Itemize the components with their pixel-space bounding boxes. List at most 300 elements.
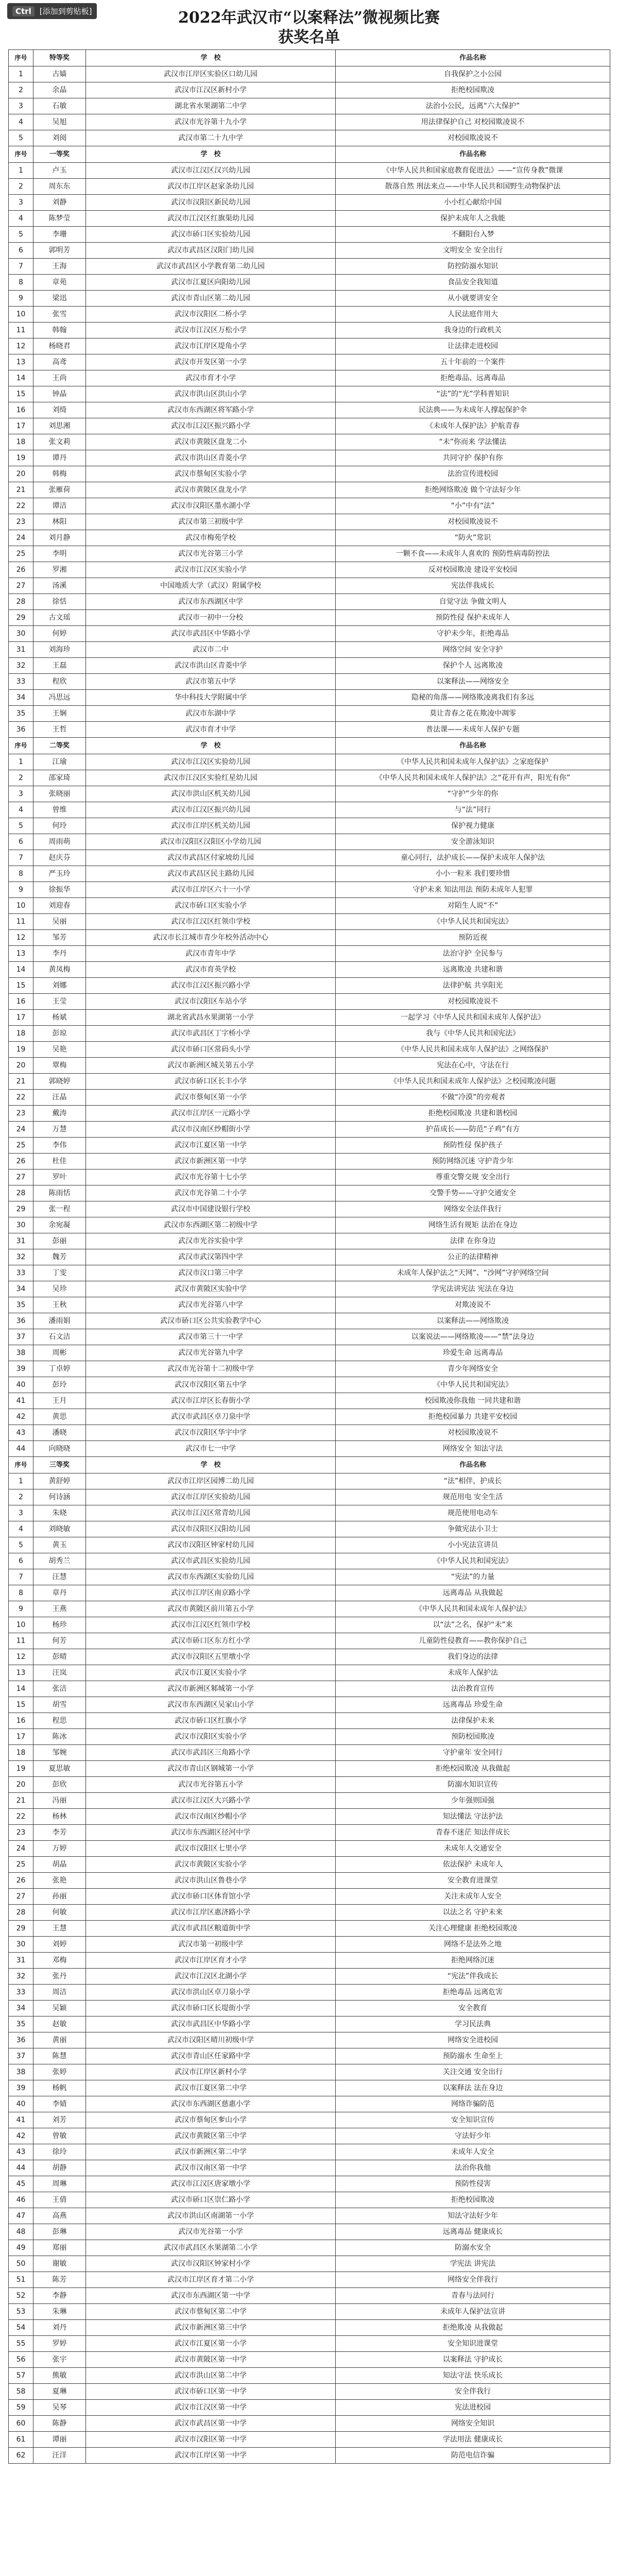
row-title: 以案释法——网络欺凌 [336,1313,610,1329]
row-name: 曾维 [33,802,86,818]
row-school: 武汉市东西湖区慈惠小学 [86,2096,336,2112]
row-title: 守护未来 知法用法 预防未成年人犯罪 [336,882,610,898]
row-school: 武汉市江岸区新村小学 [86,2064,336,2080]
table-row [9,402,610,418]
row-title: 儿童防性侵教育——教你保护自己 [336,1633,610,1649]
row-school: 武汉市汉阳区车站小学 [86,994,336,1010]
table-row [9,2400,610,2416]
row-school: 武汉市第三十一中学 [86,1329,336,1345]
row-seq: 48 [9,2224,33,2240]
row-name: 熊敏 [33,2368,86,2384]
row-name: 汪慧 [33,1569,86,1585]
row-name: 曾敏 [33,2128,86,2144]
row-school: 武汉市江汉区振兴幼儿园 [86,802,336,818]
table-row [9,1313,610,1329]
row-name: 谭丹 [33,450,86,466]
row-title: 保护个人 远离欺凌 [336,658,610,674]
row-seq: 20 [9,466,33,482]
table-row [9,1377,610,1393]
row-school: 武汉市光谷第二十小学 [86,1185,336,1201]
row-school: 武汉市江岸区惠济路小学 [86,1905,336,1921]
row-school: 武汉市第二十九中学 [86,130,336,146]
row-title: 拒绝欺凌 从我做起 [336,2320,610,2336]
table-row [9,1697,610,1713]
row-school: 武汉市新洲区邾城第一小学 [86,1681,336,1697]
row-school: 武汉市汉阳区钟家村幼儿园 [86,1537,336,1553]
row-seq: 15 [9,386,33,402]
row-school: 武汉市第三初级中学 [86,514,336,530]
row-school: 武汉市江岸区实验幼儿园 [86,1489,336,1505]
table-row [9,1154,610,1170]
row-school: 武汉市江汉区红领巾学校 [86,914,336,930]
row-school: 武汉市武汉第四中学 [86,1249,336,1265]
row-name: 刘绮 [33,402,86,418]
row-seq: 13 [9,354,33,370]
table-row [9,514,610,530]
row-name: 陈冰 [33,1729,86,1745]
table-row [9,2208,610,2224]
row-school: 武汉市汉南区第一中学 [86,2160,336,2176]
table-row [9,418,610,434]
row-name: 刘阅 [33,130,86,146]
row-title: 少年强则国强 [336,1793,610,1809]
row-name: 高燕 [33,2208,86,2224]
section-header-row [9,738,610,754]
table-row [9,2416,610,2432]
table-row [9,1090,610,1106]
table-row [9,2224,610,2240]
row-seq: 50 [9,2256,33,2272]
row-name: 张文莉 [33,434,86,450]
row-seq: 22 [9,498,33,514]
row-name: 彭欣 [33,1777,86,1793]
row-title: 防溺水知识宣传 [336,1777,610,1793]
row-name: 罗婷 [33,2336,86,2352]
row-name: 刘娜 [33,978,86,994]
row-name: 朱琳 [33,2304,86,2320]
row-seq: 28 [9,1905,33,1921]
row-seq: 19 [9,1042,33,1058]
row-school: 武汉市光谷第五小学 [86,1777,336,1793]
row-name: 王慧 [33,1921,86,1937]
row-seq: 2 [9,82,33,98]
table-row [9,386,610,402]
row-seq: 1 [9,1473,33,1489]
row-name: 严玉玲 [33,866,86,882]
row-seq: 40 [9,2096,33,2112]
row-title: 安全伴我行 [336,2384,610,2400]
row-name: 章丹 [33,1585,86,1601]
row-name: 杜佳 [33,1154,86,1170]
row-school: 武汉市青山区第二幼儿园 [86,291,336,307]
row-seq: 26 [9,1154,33,1170]
row-name: 徐振华 [33,882,86,898]
row-name: 王海 [33,259,86,275]
row-school: 武汉市二中 [86,642,336,658]
row-name: 李明 [33,546,86,562]
row-school: 武汉市光谷第九中学 [86,1345,336,1361]
table-row [9,1633,610,1649]
row-seq: 39 [9,1361,33,1377]
row-name: 余宛凝 [33,1217,86,1233]
row-seq: 12 [9,930,33,946]
row-seq: 6 [9,834,33,850]
table-row [9,498,610,514]
row-name: 彭丽 [33,1233,86,1249]
row-school: 武汉市青山区任家路中学 [86,2048,336,2064]
row-school: 武汉市汉阳区汉阳幼儿园 [86,1521,336,1537]
row-title: 法治教育宣传 [336,1681,610,1697]
row-school: 武汉市梅苑学校 [86,530,336,546]
table-row [9,466,610,482]
row-title: 对校园欺凌说不 [336,514,610,530]
row-title: 法律保护未来 [336,1713,610,1729]
row-seq: 23 [9,1106,33,1122]
row-title: 对欺凌说不 [336,1297,610,1313]
row-name: 周琳 [33,2176,86,2192]
row-seq: 14 [9,1681,33,1697]
column-header-title: 作品名称 [336,738,610,754]
row-school: 武汉市东西湖区中学 [86,594,336,610]
row-seq: 35 [9,2016,33,2032]
row-school: 武汉市武昌区中华路小学 [86,626,336,642]
row-title: 以案释法 守护成长 [336,2352,610,2368]
row-title: 法律护航 共享阳光 [336,978,610,994]
row-seq: 14 [9,370,33,386]
table-row [9,1281,610,1297]
column-header-school: 学 校 [86,146,336,163]
row-seq: 31 [9,642,33,658]
table-row [9,2288,610,2304]
table-row [9,1026,610,1042]
table-row [9,482,610,498]
row-school: 武汉市硚口区东方红小学 [86,1633,336,1649]
row-school: 武汉市汉阳区二桥小学 [86,307,336,323]
row-title: 规范用电 安全生活 [336,1489,610,1505]
row-seq: 34 [9,690,33,706]
table-row [9,962,610,978]
row-name: 丁雯 [33,1265,86,1281]
row-title: 预防溺水 生命至上 [336,2048,610,2064]
row-name: 张宇 [33,2352,86,2368]
chip-key-label: Ctrl [12,6,35,16]
row-seq: 13 [9,1665,33,1681]
row-name: 李丹 [33,946,86,962]
row-name: 何婷 [33,626,86,642]
row-school: 武汉市东湖中学 [86,706,336,722]
table-row [9,354,610,370]
row-name: 黄玉 [33,1537,86,1553]
row-title: 从小就要讲安全 [336,291,610,307]
table-row [9,1393,610,1409]
row-school: 武汉市中国建设银行学校 [86,1201,336,1217]
row-seq: 36 [9,722,33,738]
row-school: 武汉市江岸区园博二幼儿园 [86,1473,336,1489]
row-name: 李珊 [33,227,86,243]
row-title: 网络安全伴我行 [336,2272,610,2288]
row-name: 张艳 [33,1873,86,1889]
row-school: 武汉市江夏区实验小学 [86,1665,336,1681]
row-school: 武汉市长江城市青少年校外活动中心 [86,930,336,946]
row-title: 预防性侵 保护未成年人 [336,610,610,626]
section-header-row [9,50,610,66]
table-row [9,1713,610,1729]
row-name: 黄凤梅 [33,962,86,978]
row-name: 魏芳 [33,1249,86,1265]
row-seq: 25 [9,1138,33,1154]
row-seq: 22 [9,1090,33,1106]
table-row [9,1201,610,1217]
row-name: 冯思远 [33,690,86,706]
row-name: 林阳 [33,514,86,530]
row-title: 不翻阳台入梦 [336,227,610,243]
row-school: 武汉市江汉区振兴路小学 [86,978,336,994]
row-title: 网络安全知识 [336,2416,610,2432]
row-title: 宪法在心中，守法在行 [336,1058,610,1074]
table-row [9,1345,610,1361]
row-title: 《中华人民共和国宪法》 [336,1553,610,1569]
table-row [9,1841,610,1857]
row-school: 武汉市江岸区南京路小学 [86,1585,336,1601]
row-seq: 2 [9,1489,33,1505]
row-school: 武汉市硚口区公共实验教学中心 [86,1313,336,1329]
clipboard-chip[interactable] [7,3,97,19]
row-title: 食品安全我知道 [336,275,610,291]
row-seq: 21 [9,482,33,498]
row-seq: 59 [9,2400,33,2416]
row-seq: 43 [9,2144,33,2160]
row-seq: 45 [9,2176,33,2192]
row-title: 以案说法——网络欺凌——“禁”法身边 [336,1329,610,1345]
row-title: 预防网络沉迷 守护青少年 [336,1154,610,1170]
row-name: 刘思湘 [33,418,86,434]
row-school: 武汉市江汉区唐家墩小学 [86,2176,336,2192]
row-seq: 47 [9,2208,33,2224]
row-name: 陈慧 [33,2048,86,2064]
row-seq: 5 [9,818,33,834]
row-title: 知法守法 快乐成长 [336,2368,610,2384]
row-name: 陈雨恬 [33,1185,86,1201]
table-row [9,1969,610,1985]
table-row [9,2048,610,2064]
row-school: 武汉市江汉区北湖小学 [86,1969,336,1985]
row-seq: 9 [9,291,33,307]
row-school: 武汉市黄陂区第一中学 [86,2352,336,2368]
row-name: 程思 [33,1713,86,1729]
row-school: 武汉市东西湖区实验幼儿园 [86,1569,336,1585]
row-name: 彭琳 [33,2224,86,2240]
row-title: 法律 在你身边 [336,1233,610,1249]
row-title: 交警手势——守护交通安全 [336,1185,610,1201]
table-row [9,1217,610,1233]
row-seq: 18 [9,1745,33,1761]
row-name: 潘晓 [33,1425,86,1441]
row-name: 郭晓婷 [33,1074,86,1090]
row-name: 钟晶 [33,386,86,402]
row-title: 未成年人交通安全 [336,1841,610,1857]
column-header-title: 作品名称 [336,146,610,163]
row-seq: 3 [9,98,33,114]
row-school: 武汉市青年中学 [86,946,336,962]
row-title: 《中华人民共和国未成年人保护法》之家庭保护 [336,754,610,770]
row-title: 安全知识宣传 [336,2112,610,2128]
table-row [9,98,610,114]
row-seq: 1 [9,754,33,770]
row-title: 用法律保护自己 对校园欺凌说不 [336,114,610,130]
table-row [9,978,610,994]
table-row [9,2016,610,2032]
row-name: 胡秀兰 [33,1553,86,1569]
row-title: 守护童年 安全同行 [336,1745,610,1761]
row-school: 武汉市江汉区大兴路小学 [86,1793,336,1809]
row-seq: 2 [9,770,33,786]
table-row [9,1505,610,1521]
row-title: 关注未成年人安全 [336,1889,610,1905]
row-school: 武汉市洪山区洪山小学 [86,386,336,402]
row-title: 散落自然 刑法来点——中华人民共和国野生动物保护法 [336,179,610,195]
table-row [9,578,610,594]
row-school: 武汉市汉阳区五里墩小学 [86,1649,336,1665]
row-title: 民法典——为未成年人撑起保护伞 [336,402,610,418]
table-row [9,2096,610,2112]
row-seq: 4 [9,802,33,818]
row-school: 武汉市新洲区第二中学 [86,2144,336,2160]
row-title: 青少年网络安全 [336,1361,610,1377]
row-name: 卢玉 [33,163,86,179]
row-school: 武汉市江汉区新村小学 [86,82,336,98]
table-row [9,450,610,466]
row-title: 对校园欺凌说不 [336,130,610,146]
row-name: 古文瑶 [33,610,86,626]
row-seq: 44 [9,2160,33,2176]
row-school: 武汉市汉阳区七里小学 [86,1841,336,1857]
row-title: 我们身边的法律 [336,1649,610,1665]
row-title: 学宪法 讲宪法 [336,2256,610,2272]
row-school: 武汉市武昌区民主路幼儿园 [86,866,336,882]
row-name: 周彬 [33,1345,86,1361]
row-school: 武汉市武昌区第一中学 [86,2416,336,2432]
row-name: 黄舒婷 [33,1473,86,1489]
table-row [9,1825,610,1841]
column-header-seq: 序号 [9,738,33,754]
row-seq: 61 [9,2432,33,2448]
table-row [9,66,610,82]
table-row [9,2448,610,2464]
row-name: 程欣 [33,674,86,690]
row-seq: 24 [9,530,33,546]
row-school: 湖北省武昌水果湖第一小学 [86,1010,336,1026]
row-title: 防溺水安全 [336,2240,610,2256]
table-row [9,1937,610,1953]
row-school: 武汉市江汉区红旗渠幼儿园 [86,211,336,227]
table-row [9,2080,610,2096]
row-school: 武汉市武昌区小学教育第二幼儿园 [86,259,336,275]
table-row [9,2336,610,2352]
row-seq: 7 [9,259,33,275]
row-name: 何诗涵 [33,1489,86,1505]
row-title: 未成年人保护法 [336,1665,610,1681]
row-title: 网络诈骗防范 [336,2096,610,2112]
row-title: “守护”少年的你 [336,786,610,802]
row-seq: 42 [9,1409,33,1425]
row-school: 武汉市蔡甸区实验小学 [86,466,336,482]
row-school: 武汉市育才小学 [86,370,336,386]
row-school: 武汉市武昌区中华路小学 [86,2016,336,2032]
row-school: 武汉市一初中一分校 [86,610,336,626]
row-school: 武汉市第一初级中学 [86,1937,336,1953]
row-title: 预防性侵害 [336,2176,610,2192]
row-title: 以案释法——网络安全 [336,674,610,690]
row-name: 张丹 [33,1969,86,1985]
table-row [9,1521,610,1537]
table-row [9,930,610,946]
table-row [9,1122,610,1138]
row-title: 让法律走进校园 [336,338,610,354]
row-name: 王莹 [33,994,86,1010]
row-school: 武汉市洪山区第二中学 [86,2368,336,2384]
row-seq: 8 [9,866,33,882]
row-school: 武汉市江汉区实验小学 [86,562,336,578]
row-school: 武汉市江夏区第一中学 [86,1138,336,1154]
table-row [9,163,610,179]
table-row [9,818,610,834]
table-row [9,594,610,610]
row-name: 张一程 [33,1201,86,1217]
row-seq: 62 [9,2448,33,2464]
row-seq: 16 [9,402,33,418]
table-row [9,914,610,930]
row-seq: 29 [9,1201,33,1217]
row-name: 邹芳 [33,930,86,946]
award-table-body [9,50,610,2464]
row-name: 何敏 [33,1905,86,1921]
table-row [9,866,610,882]
row-title: 知法懂法 守法护法 [336,1809,610,1825]
row-name: 杨斌 [33,1010,86,1026]
table-row [9,834,610,850]
row-title: 《中华人民共和国宪法》 [336,914,610,930]
row-name: 陈芳 [33,2272,86,2288]
row-title: “法”相伴，护成长 [336,1473,610,1489]
table-row [9,307,610,323]
row-seq: 40 [9,1377,33,1393]
row-name: 罗叶 [33,1170,86,1185]
row-name: 张雪 [33,307,86,323]
row-seq: 13 [9,946,33,962]
row-seq: 41 [9,2112,33,2128]
row-seq: 17 [9,1729,33,1745]
table-row [9,1106,610,1122]
row-name: 汪晶 [33,1090,86,1106]
row-name: 彭琼 [33,1026,86,1042]
row-title: 拒绝毒品 远离危害 [336,1985,610,2001]
table-row [9,1489,610,1505]
table-row [9,1777,610,1793]
row-name: 周洁 [33,1985,86,2001]
row-seq: 23 [9,1825,33,1841]
row-title: 远离毒品 健康成长 [336,2224,610,2240]
row-school: 武汉市江汉区第一中学 [86,2400,336,2416]
row-school: 武汉市洪山区南湖第一小学 [86,2208,336,2224]
column-header-title: 作品名称 [336,1457,610,1473]
row-school: 武汉市东西湖区第一中学 [86,2288,336,2304]
row-school: 武汉市洪山区卓刀泉小学 [86,1985,336,2001]
row-seq: 3 [9,195,33,211]
row-school: 武汉市硚口区崇仁路小学 [86,2192,336,2208]
row-title: 对校园欺凌说不 [336,1425,610,1441]
row-seq: 30 [9,626,33,642]
row-seq: 32 [9,1969,33,1985]
